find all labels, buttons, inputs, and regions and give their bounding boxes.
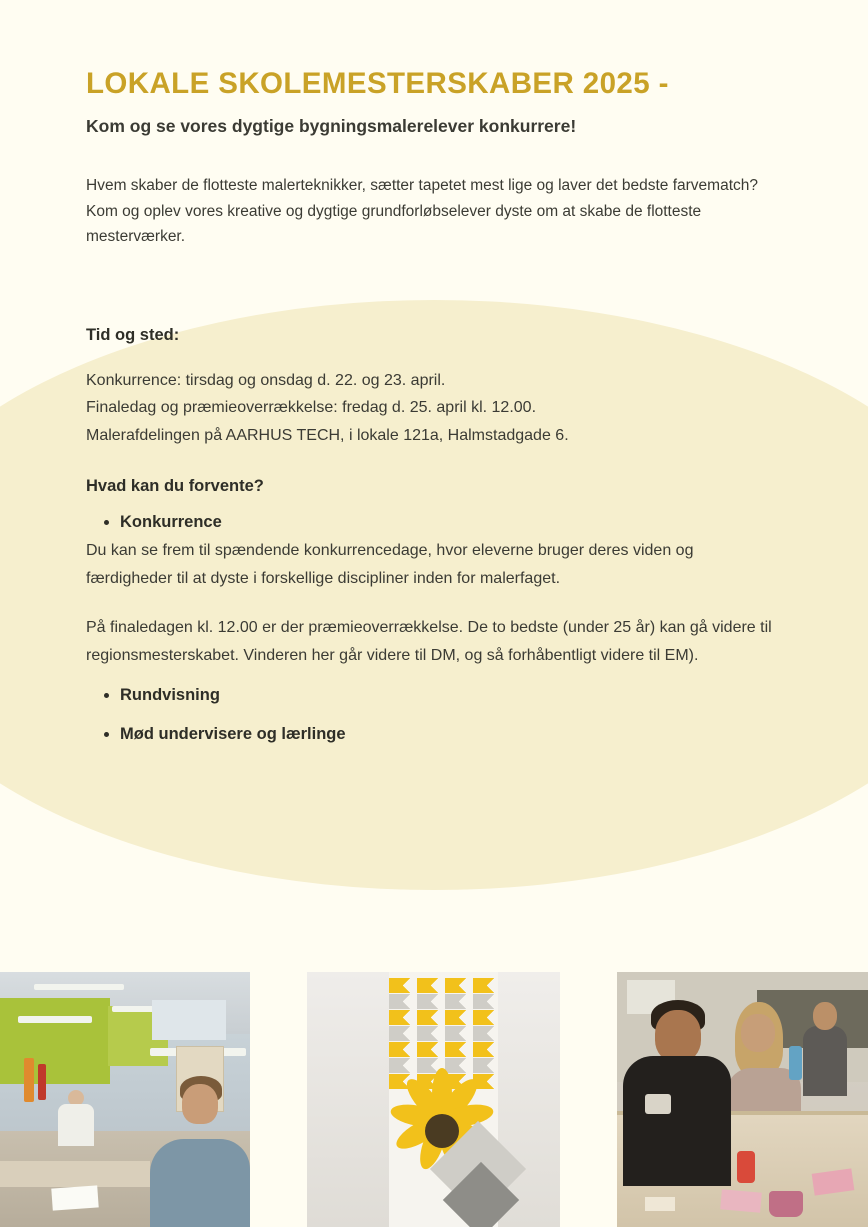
time-and-place-lines <box>86 367 782 450</box>
photo-strip <box>0 972 868 1227</box>
finale-body: På finaledagen kl. 12.00 er der præmieoverrækkelse. De to bedste (under 25 år) kan gå videre til regionsmesterskabet. Vinderen her går videre til DM, og så forhåbentligt videre til EM). <box>86 619 772 664</box>
list-item: • Mød undervisere og lærlinge <box>120 722 782 747</box>
photo-students-table <box>617 972 868 1227</box>
list-item: • Konkurrence <box>120 510 782 535</box>
time-and-place-line-3: Malerafdelingen på AARHUS TECH, i lokale 121a, Halmstadgade 6. <box>86 426 569 444</box>
expectations-bullet-list-1 <box>86 510 782 535</box>
list-item: • Rundvisning <box>120 683 782 708</box>
page-title: LOKALE SKOLEMESTERSKABER 2025 - <box>86 67 669 100</box>
konkurrence-body: Du kan se frem til spændende konkurrencedage, hvor eleverne bruger deres viden og færdigheder til at dyste i forskellige discipliner inden for malerfaget. <box>86 542 694 587</box>
expectations-bullet-list-2 <box>86 683 782 708</box>
page-subtitle: Kom og se vores dygtige bygningsmalerelever konkurrere! <box>86 116 577 137</box>
photo-workshop-interior <box>0 972 250 1227</box>
time-and-place-heading: Tid og sted: <box>86 325 180 344</box>
time-and-place-line-1: Konkurrence: tirsdag og onsdag d. 22. og 23. april. <box>86 371 446 389</box>
time-and-place-line-2: Finaledag og præmieoverrækkelse: fredag d. 25. april kl. 12.00. <box>86 399 537 417</box>
expectations-block <box>86 477 782 746</box>
photo-sunflower-wall <box>307 972 560 1227</box>
expectations-bullet-list-3 <box>86 722 782 747</box>
expectations-heading: Hvad kan du forvente? <box>86 477 264 496</box>
intro-paragraph: Hvem skaber de flotteste malerteknikker, sætter tapetet mest lige og laver det bedste farvematch? Kom og oplev vores kreative og dygtige grundforløbselever dyste om at skabe de flotteste mesterværker. <box>86 177 758 246</box>
time-and-place-block <box>86 326 782 450</box>
